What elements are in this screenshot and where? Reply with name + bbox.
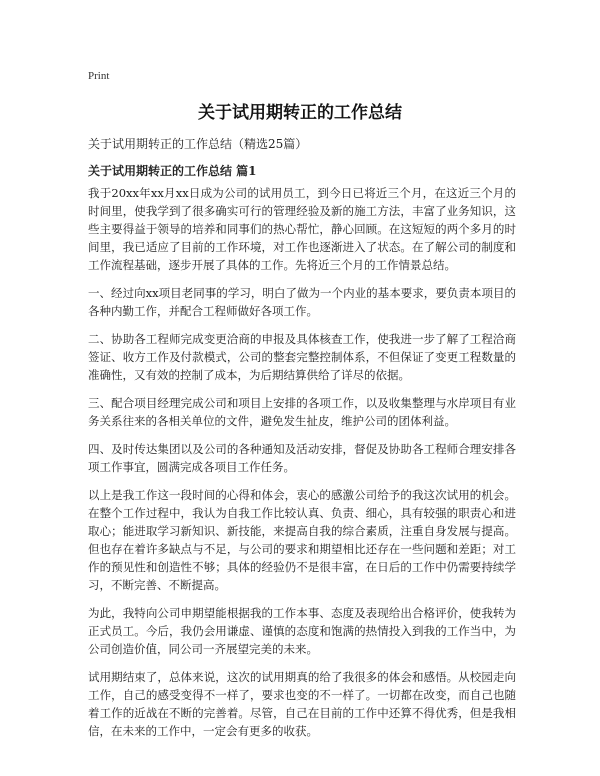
document-subtitle: 关于试用期转正的工作总结（精选25篇） bbox=[88, 137, 308, 151]
paragraph-reflection: 以上是我工作这一段时间的心得和体会，衷心的感激公司给予的我这次试用的机会。在整个工作过程中，我认为自我工作比较认真、负责、细心，具有较强的职责心和进取心；能进取学习新知识、新技能，来提高自我的综合素质，注重自身发展与提高。但也存在着许多缺点与不足，与公司的要求和期望相比还存在一些问题和差距；对工作的预见性和创造性不够；具体的经验仍不是很丰富，在日后的工作中仍需要持续学习，不断完善、不断提高。 bbox=[88, 488, 516, 592]
document-title: 关于试用期转正的工作总结 bbox=[198, 103, 402, 123]
paragraph-intro: 我于20xx年xx月xx日成为公司的试用员工，到今日已将近三个月，在这近三个月的时间里，使我学到了很多确实可行的管理经验及新的施工方法，丰富了业务知识，这些主要得益于领导的培养和同事们的热心帮忙，静心回顾。在这短短的两个多月的时间里，我已适应了目前的工作环境，对工作也逐渐进入了状态。在了解公司的制度和工作流程基础，逐步开展了具体的工作。先将近三个月的工作情景总结。 bbox=[88, 186, 516, 272]
section-heading: 关于试用期转正的工作总结 篇1 bbox=[88, 164, 257, 178]
paragraph-item-3: 三、配合项目经理完成公司和项目上安排的各项工作，以及收集整理与水岸项目有业务关系往来的各相关单位的文件，避免发生扯皮，维护公司的团体利益。 bbox=[88, 396, 516, 428]
paragraph-item-4: 四、及时传达集团以及公司的各种通知及活动安排，督促及协助各工程师合理安排各项工作事宜，圆满完成各项目工作任务。 bbox=[88, 442, 516, 474]
paragraph-conclusion: 试用期结束了，总体来说，这次的试用期真的给了我很多的体会和感悟。从校园走向工作，自己的感受变得不一样了，要求也变的不一样了。一切都在改变，而自己也随着工作的近战在不断的完善着。尽管，自己在目前的工作中还算不得优秀，但是我相信，在未来的工作中，一定会有更多的收获。 bbox=[88, 670, 516, 738]
paragraph-request: 为此，我特向公司申期望能根据我的工作本事、态度及表现给出合格评价，使我转为正式员工。今后，我仍会用谦虚、谨慎的态度和饱满的热情投入到我的工作当中，为公司创造价值，同公司一齐展望完美的未来。 bbox=[88, 606, 516, 656]
print-link[interactable]: Print bbox=[88, 70, 110, 82]
paragraph-item-2: 二、协助各工程师完成变更洽商的申报及具体核查工作，使我进一步了解了工程洽商签证、收方工作及付款模式，公司的整套完整控制体系，不但保证了变更工程数量的准确性，又有效的控制了成本，为后期结算供给了详尽的依据。 bbox=[88, 332, 516, 382]
paragraph-item-1: 一、经过向xx项目老同事的学习，明白了做为一个内业的基本要求，要负责本项目的各种内勤工作，并配合工程师做好各项工作。 bbox=[88, 286, 516, 318]
body-text bbox=[88, 184, 516, 750]
